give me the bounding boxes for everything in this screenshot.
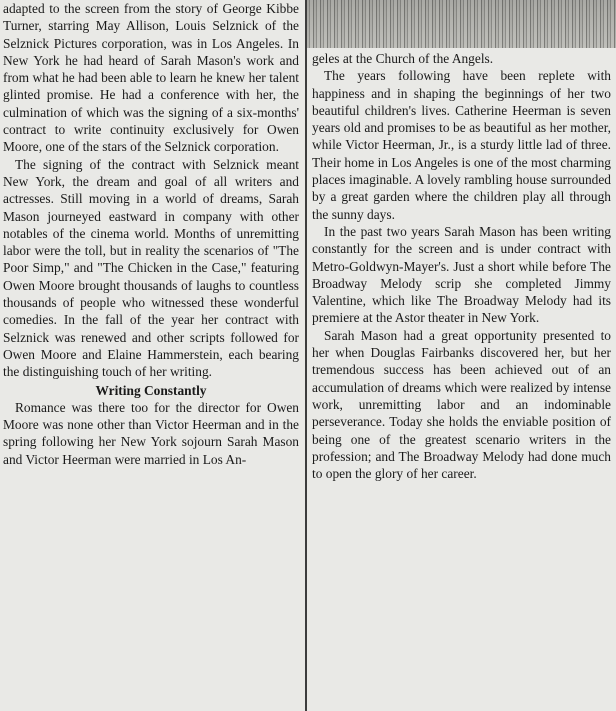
column-divider	[305, 0, 307, 711]
article-paragraph: Sarah Mason had a great opportunity presented to her when Douglas Fairbanks discovered her, but her tremendous success has been achieved out of an accumulation of dreams which were realized by intense work, unremitting labor and an indominable perseverance. Today she holds the enviable position of being one of the greatest scenario writers in the profession; and The Broadway Melody had done much to open the glory of her career.	[312, 327, 611, 482]
article-paragraph: adapted to the screen from the story of George Kibbe Turner, starring May Allison, Louis Selznick of the Selznick Pictures corporation, was in Los Angeles. In New York he had heard of Sarah Mason's work and from what he had been able to learn he knew her talent glinted promise. He had a conference with her, the culmination of which was the signing of a six-months' contract to write continuity exclusively for Owen Moore, one of the stars of the Selznick corporation.	[3, 1, 299, 155]
subheading: Writing Constantly	[95, 382, 207, 398]
article-paragraph-continued: geles at the Church of the Angels.	[312, 51, 494, 66]
article-paragraph: Romance was there too for the director for Owen Moore was none other than Victor Heerman and in the spring following her New York sojourn Sarah Mason and Victor Heerman were married in Los An-	[3, 399, 299, 467]
article-paragraph: The years following have been replete with happiness and in shaping the beginnings of her two beautiful children's lives. Catherine Heerman is seven years old and promises to be as beautiful as her mother, while Victor Heerman, Jr., is a sturdy little lad of three. Their home in Los Angeles is one of the most charming places imaginable. A lovely rambling house surrounded by a great garden where the children play all through the sunny days.	[312, 68, 611, 222]
scan-noise-header	[307, 0, 616, 48]
article-paragraph: The signing of the contract with Selznick meant New York, the dream and goal of all writers and actresses. Still moving in a world of dreams, Sarah Mason journeyed eastward in company with other notables of the cinema world. Months of unremitting labor were the toll, but in reality the scenarios of "The Poor Simp," and "The Chicken in the Case," featuring Owen Moore brought thousands of laughs to countless thousands of people who witnessed these wonderful comedies. In the fall of the year her contract with Selznick was renewed and other scripts followed for Owen Moore and Elaine Hammerstein, each bearing the distinguishing touch of her writing.	[3, 156, 299, 380]
left-column	[3, 0, 299, 468]
article-paragraph: In the past two years Sarah Mason has been writing constantly for the screen and is under contract with Metro-Goldwyn-Mayer's. Just a short while before The Broadway Melody scrip she completed Jimmy Valentine, which like The Broadway Melody had its premiere at the Astor theater in New York.	[312, 223, 611, 326]
right-column	[312, 50, 611, 482]
